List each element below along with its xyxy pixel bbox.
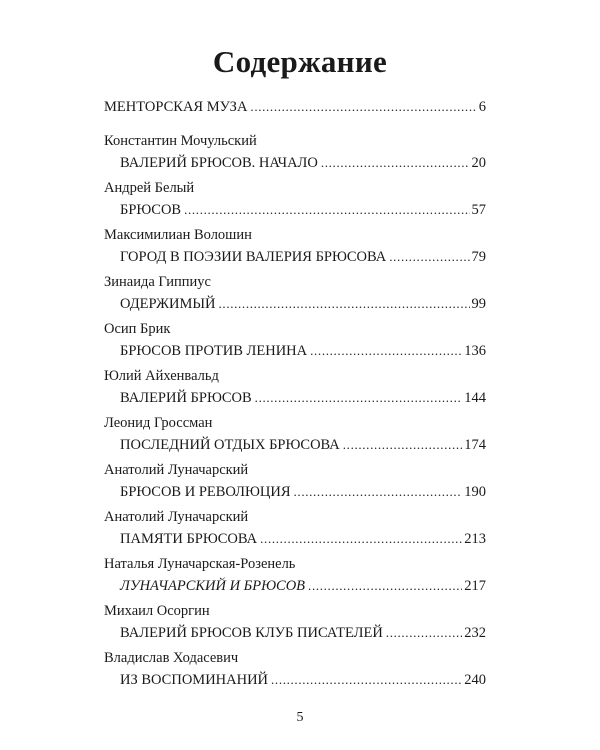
toc-line — [104, 97, 486, 117]
toc-entry — [104, 648, 486, 695]
toc-line — [120, 529, 486, 549]
toc-line — [120, 670, 486, 690]
toc-page: 6 — [478, 99, 486, 115]
page-title: Содержание — [212, 44, 388, 79]
toc-title: БРЮСОВ ПРОТИВ ЛЕНИНА — [120, 343, 308, 359]
toc-line — [120, 294, 486, 314]
toc-author: Михаил Осоргин — [104, 603, 210, 619]
leader-dots — [184, 200, 469, 220]
page-number: 5 — [296, 710, 304, 725]
leader-dots — [310, 341, 462, 361]
toc-entry — [104, 601, 486, 648]
toc-title: ОДЕРЖИМЫЙ — [120, 296, 216, 312]
toc-page: 144 — [464, 390, 486, 406]
toc-title: ВАЛЕРИЙ БРЮСОВ. НАЧАЛО — [120, 155, 318, 171]
toc-entry — [104, 178, 486, 225]
toc-page: 232 — [464, 625, 486, 641]
toc-author: Наталья Луначарская-Розенель — [104, 556, 296, 572]
leader-dots — [255, 388, 463, 408]
leader-dots — [386, 623, 462, 643]
leader-dots — [294, 482, 463, 502]
toc-title: ВАЛЕРИЙ БРЮСОВ — [120, 390, 252, 406]
toc-line — [120, 200, 486, 220]
leader-dots — [271, 670, 462, 690]
toc-author: Зинаида Гиппиус — [104, 274, 211, 290]
toc-title: БРЮСОВ — [120, 202, 182, 218]
toc-page: 174 — [464, 437, 486, 453]
leader-dots — [219, 294, 470, 314]
toc-entry — [104, 225, 486, 272]
toc-title: МЕНТОРСКАЯ МУЗА — [104, 99, 248, 115]
toc-author: Анатолий Луначарский — [104, 462, 249, 478]
toc-line — [120, 341, 486, 361]
toc-author: Максимилиан Волошин — [104, 227, 252, 243]
toc-page: 217 — [464, 578, 486, 594]
toc-entry — [104, 319, 486, 366]
toc-title: ВАЛЕРИЙ БРЮСОВ КЛУБ ПИСАТЕЛЕЙ — [120, 625, 383, 641]
toc-line — [120, 576, 486, 596]
leader-dots — [250, 97, 476, 117]
toc-title: ГОРОД В ПОЭЗИИ ВАЛЕРИЯ БРЮСОВА — [120, 249, 387, 265]
toc-author: Анатолий Луначарский — [104, 509, 249, 525]
toc-page: 79 — [471, 249, 486, 265]
leader-dots — [389, 247, 469, 267]
toc-entry — [104, 507, 486, 554]
leader-dots — [308, 576, 462, 596]
toc-title: ПОСЛЕДНИЙ ОТДЫХ БРЮСОВА — [120, 437, 340, 453]
toc-entry — [104, 131, 486, 178]
toc-author: Владислав Ходасевич — [104, 650, 239, 666]
table-of-contents — [104, 97, 486, 695]
toc-author: Андрей Белый — [104, 180, 195, 196]
toc-line — [120, 388, 486, 408]
toc-page: 99 — [471, 296, 486, 312]
leader-dots — [260, 529, 462, 549]
toc-page: 57 — [471, 202, 486, 218]
toc-entry — [104, 366, 486, 413]
toc-page: 136 — [464, 343, 486, 359]
toc-page: 20 — [471, 155, 486, 171]
toc-author: Константин Мочульский — [104, 133, 257, 149]
toc-entry — [104, 272, 486, 319]
toc-author: Осип Брик — [104, 321, 171, 337]
toc-title: ЛУНАЧАРСКИЙ И БРЮСОВ — [120, 578, 306, 594]
toc-entry — [104, 97, 486, 131]
toc-title: ПАМЯТИ БРЮСОВА — [120, 531, 258, 547]
toc-line — [120, 482, 486, 502]
toc-title: БРЮСОВ И РЕВОЛЮЦИЯ — [120, 484, 291, 500]
toc-line — [120, 435, 486, 455]
toc-line — [120, 153, 486, 173]
toc-author: Юлий Айхенвальд — [104, 368, 219, 384]
toc-author: Леонид Гроссман — [104, 415, 213, 431]
toc-page: 190 — [464, 484, 486, 500]
toc-page: 213 — [464, 531, 486, 547]
toc-entry — [104, 460, 486, 507]
toc-title: ИЗ ВОСПОМИНАНИЙ — [120, 672, 269, 688]
toc-entry — [104, 413, 486, 460]
toc-line — [120, 247, 486, 267]
toc-line — [120, 623, 486, 643]
toc-page: 240 — [464, 672, 486, 688]
leader-dots — [321, 153, 470, 173]
leader-dots — [343, 435, 462, 455]
toc-entry — [104, 554, 486, 601]
